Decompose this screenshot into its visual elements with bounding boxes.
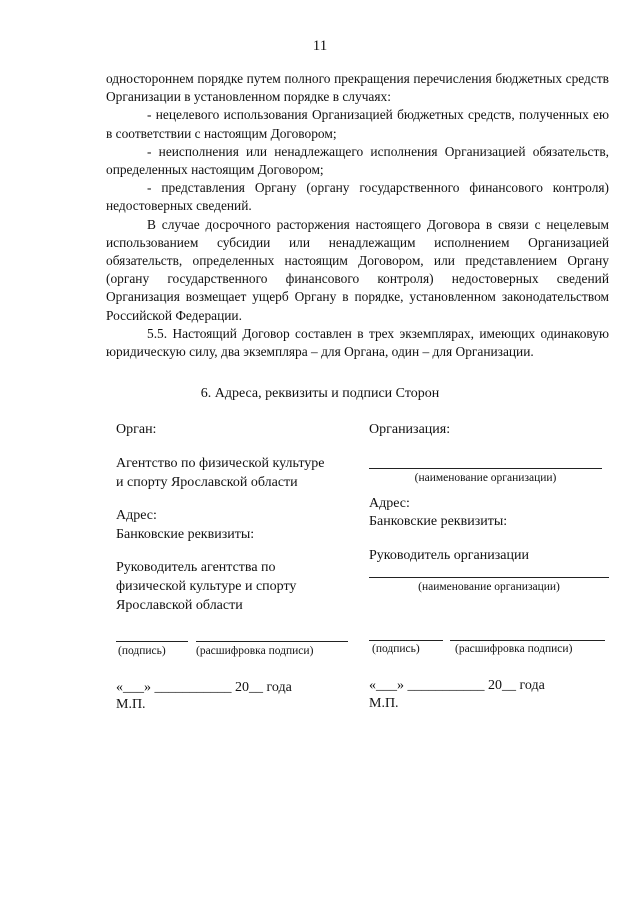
- right-decode-line: [450, 640, 605, 641]
- left-head-line1: Руководитель агентства по: [116, 560, 276, 575]
- paragraph-5-5: 5.5. Настоящий Договор составлен в трех экземплярах, имеющих одинаковую юридическую силу, два экземпляра – для Органа, один – для Организации.: [106, 325, 609, 360]
- paragraph-continuation: одностороннем порядке путем полного прекращения перечисления бюджетных средств Организации в установленном порядке в случаях:: [106, 71, 609, 105]
- right-signature-caption: (подпись): [372, 643, 420, 655]
- right-signature-line: [369, 640, 443, 641]
- list-item-nonperformance: - неисполнения или ненадлежащего исполнения Организацией обязательств, определенных настоящим Договором;: [106, 143, 609, 178]
- left-org-name-line2: и спорту Ярославской области: [116, 475, 298, 490]
- right-org-name-caption: (наименование организации): [414, 472, 557, 484]
- right-date: «___» ___________ 20__ года: [369, 678, 545, 693]
- paragraph-damages: В случае досрочного расторжения настоящего Договора в связи с нецелевым использованием субсидии или ненадлежащим исполнением Организацией обязательств, определенных настоящим Договором, или представлением Органу (органу государственного финансового контроля) недостоверных сведений Организация возмещает ущерб Органу в порядке, установленном законодательством Российской Федерации.: [106, 216, 609, 323]
- right-address-label: Адрес:: [369, 496, 410, 511]
- left-bank-label: Банковские реквизиты:: [116, 527, 255, 542]
- section-heading: 6. Адреса, реквизиты и подписи Сторон: [200, 386, 440, 401]
- right-org-name-line: [369, 468, 602, 469]
- left-head-line2: физической культуре и спорту: [116, 579, 297, 594]
- left-stamp: М.П.: [116, 697, 146, 712]
- list-item-misuse: - нецелевого использования Организацией бюджетных средств, полученных ею в соответствии с настоящим Договором;: [106, 107, 609, 141]
- left-decode-caption: (расшифровка подписи): [196, 645, 314, 657]
- left-decode-line: [196, 641, 348, 642]
- right-head-line: [369, 577, 609, 578]
- left-title: Орган:: [116, 422, 157, 437]
- left-signature-line: [116, 641, 188, 642]
- right-bank-label: Банковские реквизиты:: [369, 514, 508, 529]
- page-number: 11: [312, 38, 328, 54]
- right-head-caption: (наименование организации): [418, 581, 560, 593]
- left-head-line3: Ярославской области: [116, 598, 243, 613]
- list-item-false-info: - представления Органу (органу государственного финансового контроля) недостоверных сведений.: [106, 180, 609, 214]
- left-date: «___» ___________ 20__ года: [116, 680, 292, 695]
- contract-text: [106, 70, 609, 361]
- right-decode-caption: (расшифровка подписи): [455, 643, 573, 655]
- left-address-label: Адрес:: [116, 508, 157, 523]
- right-head-label: Руководитель организации: [369, 548, 529, 563]
- right-title: Организация:: [369, 422, 451, 437]
- left-signature-caption: (подпись): [118, 645, 166, 657]
- right-stamp: М.П.: [369, 696, 399, 711]
- left-org-name-line1: Агентство по физической культуре: [116, 456, 325, 471]
